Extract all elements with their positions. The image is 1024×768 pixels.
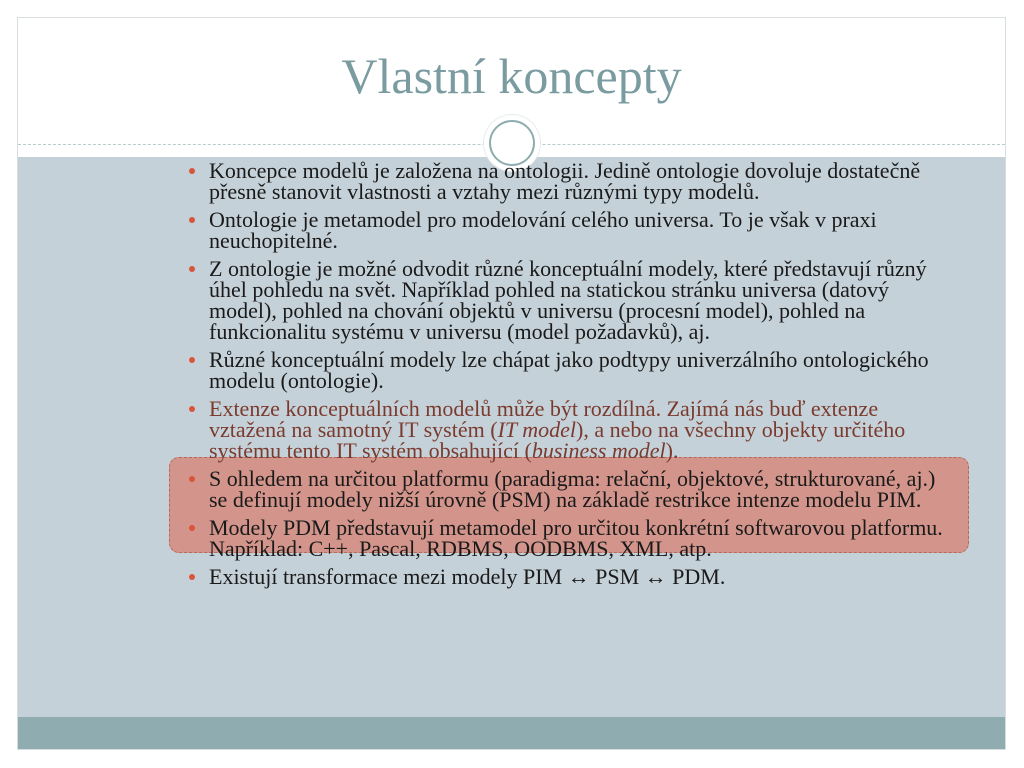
bullet-text-emphasis-it-model: IT model — [497, 417, 576, 442]
bullet-dot-icon — [189, 168, 195, 174]
footer-band — [18, 717, 1005, 750]
bullet-list — [189, 160, 949, 594]
bullet-text-part1: Extenze konceptuálních modelů může být rozdílná. Zajímá nás buď extenze vztažená na samotný IT systém ( — [209, 396, 879, 442]
bullet-text: Existují transformace mezi modely PIM ↔ PSM ↔ PDM. — [209, 564, 726, 589]
bullet-item — [189, 349, 949, 391]
bullet-text: Z ontologie je možné odvodit různé konceptuální modely, které představují různý úhel pohledu na svět. Například pohled na statickou stránku universa (datový model), pohled na chování objektů v universu (procesní model), pohled na funkcionalitu systému v universu (model požadavků), aj. — [209, 256, 927, 344]
bullet-text: S ohledem na určitou platformu (paradigma: relační, objektové, strukturované, aj.) se definují modely nižší úrovně (PSM) na základě restrikce intenze modelu PIM. — [209, 466, 936, 512]
bullet-item-highlighted — [189, 398, 949, 461]
bullet-item — [189, 468, 949, 510]
bullet-dot-icon — [189, 525, 195, 531]
bullet-dot-icon — [189, 217, 195, 223]
bullet-dot-icon — [189, 476, 195, 482]
bullet-text: Různé konceptuální modely lze chápat jako podtypy univerzálního ontologického modelu (ontologie). — [209, 347, 929, 393]
bullet-dot-icon — [189, 266, 195, 272]
bullet-text: Koncepce modelů je založena na ontologii. Jedině ontologie dovoluje dostatečně přesně stanovit vlastnosti a vztahy mezi různými typy modelů. — [209, 158, 921, 204]
bullet-text-part2: ), a nebo na všechny objekty určitého systému tento IT systém obsahující ( — [209, 417, 906, 463]
bullet-dot-icon — [189, 406, 195, 412]
bullet-item — [189, 160, 949, 202]
bullet-dot-icon — [189, 357, 195, 363]
bullet-item — [189, 209, 949, 251]
slide-title: Vlastní koncepty — [341, 48, 682, 104]
bullet-item — [189, 566, 949, 587]
bullet-text: Ontologie je metamodel pro modelování celého universa. To je však v praxi neuchopitelné. — [209, 207, 877, 253]
bullet-dot-icon — [189, 574, 195, 580]
bullet-text: Modely PDM představují metamodel pro určitou konkrétní softwarovou platformu. Například: C++, Pascal, RDBMS, OODBMS, XML, atp. — [209, 515, 943, 561]
bullet-text-part3: ). — [665, 438, 679, 463]
bullet-item — [189, 258, 949, 342]
bullet-text-emphasis-business-model: business model — [531, 438, 666, 463]
bullet-item — [189, 517, 949, 559]
